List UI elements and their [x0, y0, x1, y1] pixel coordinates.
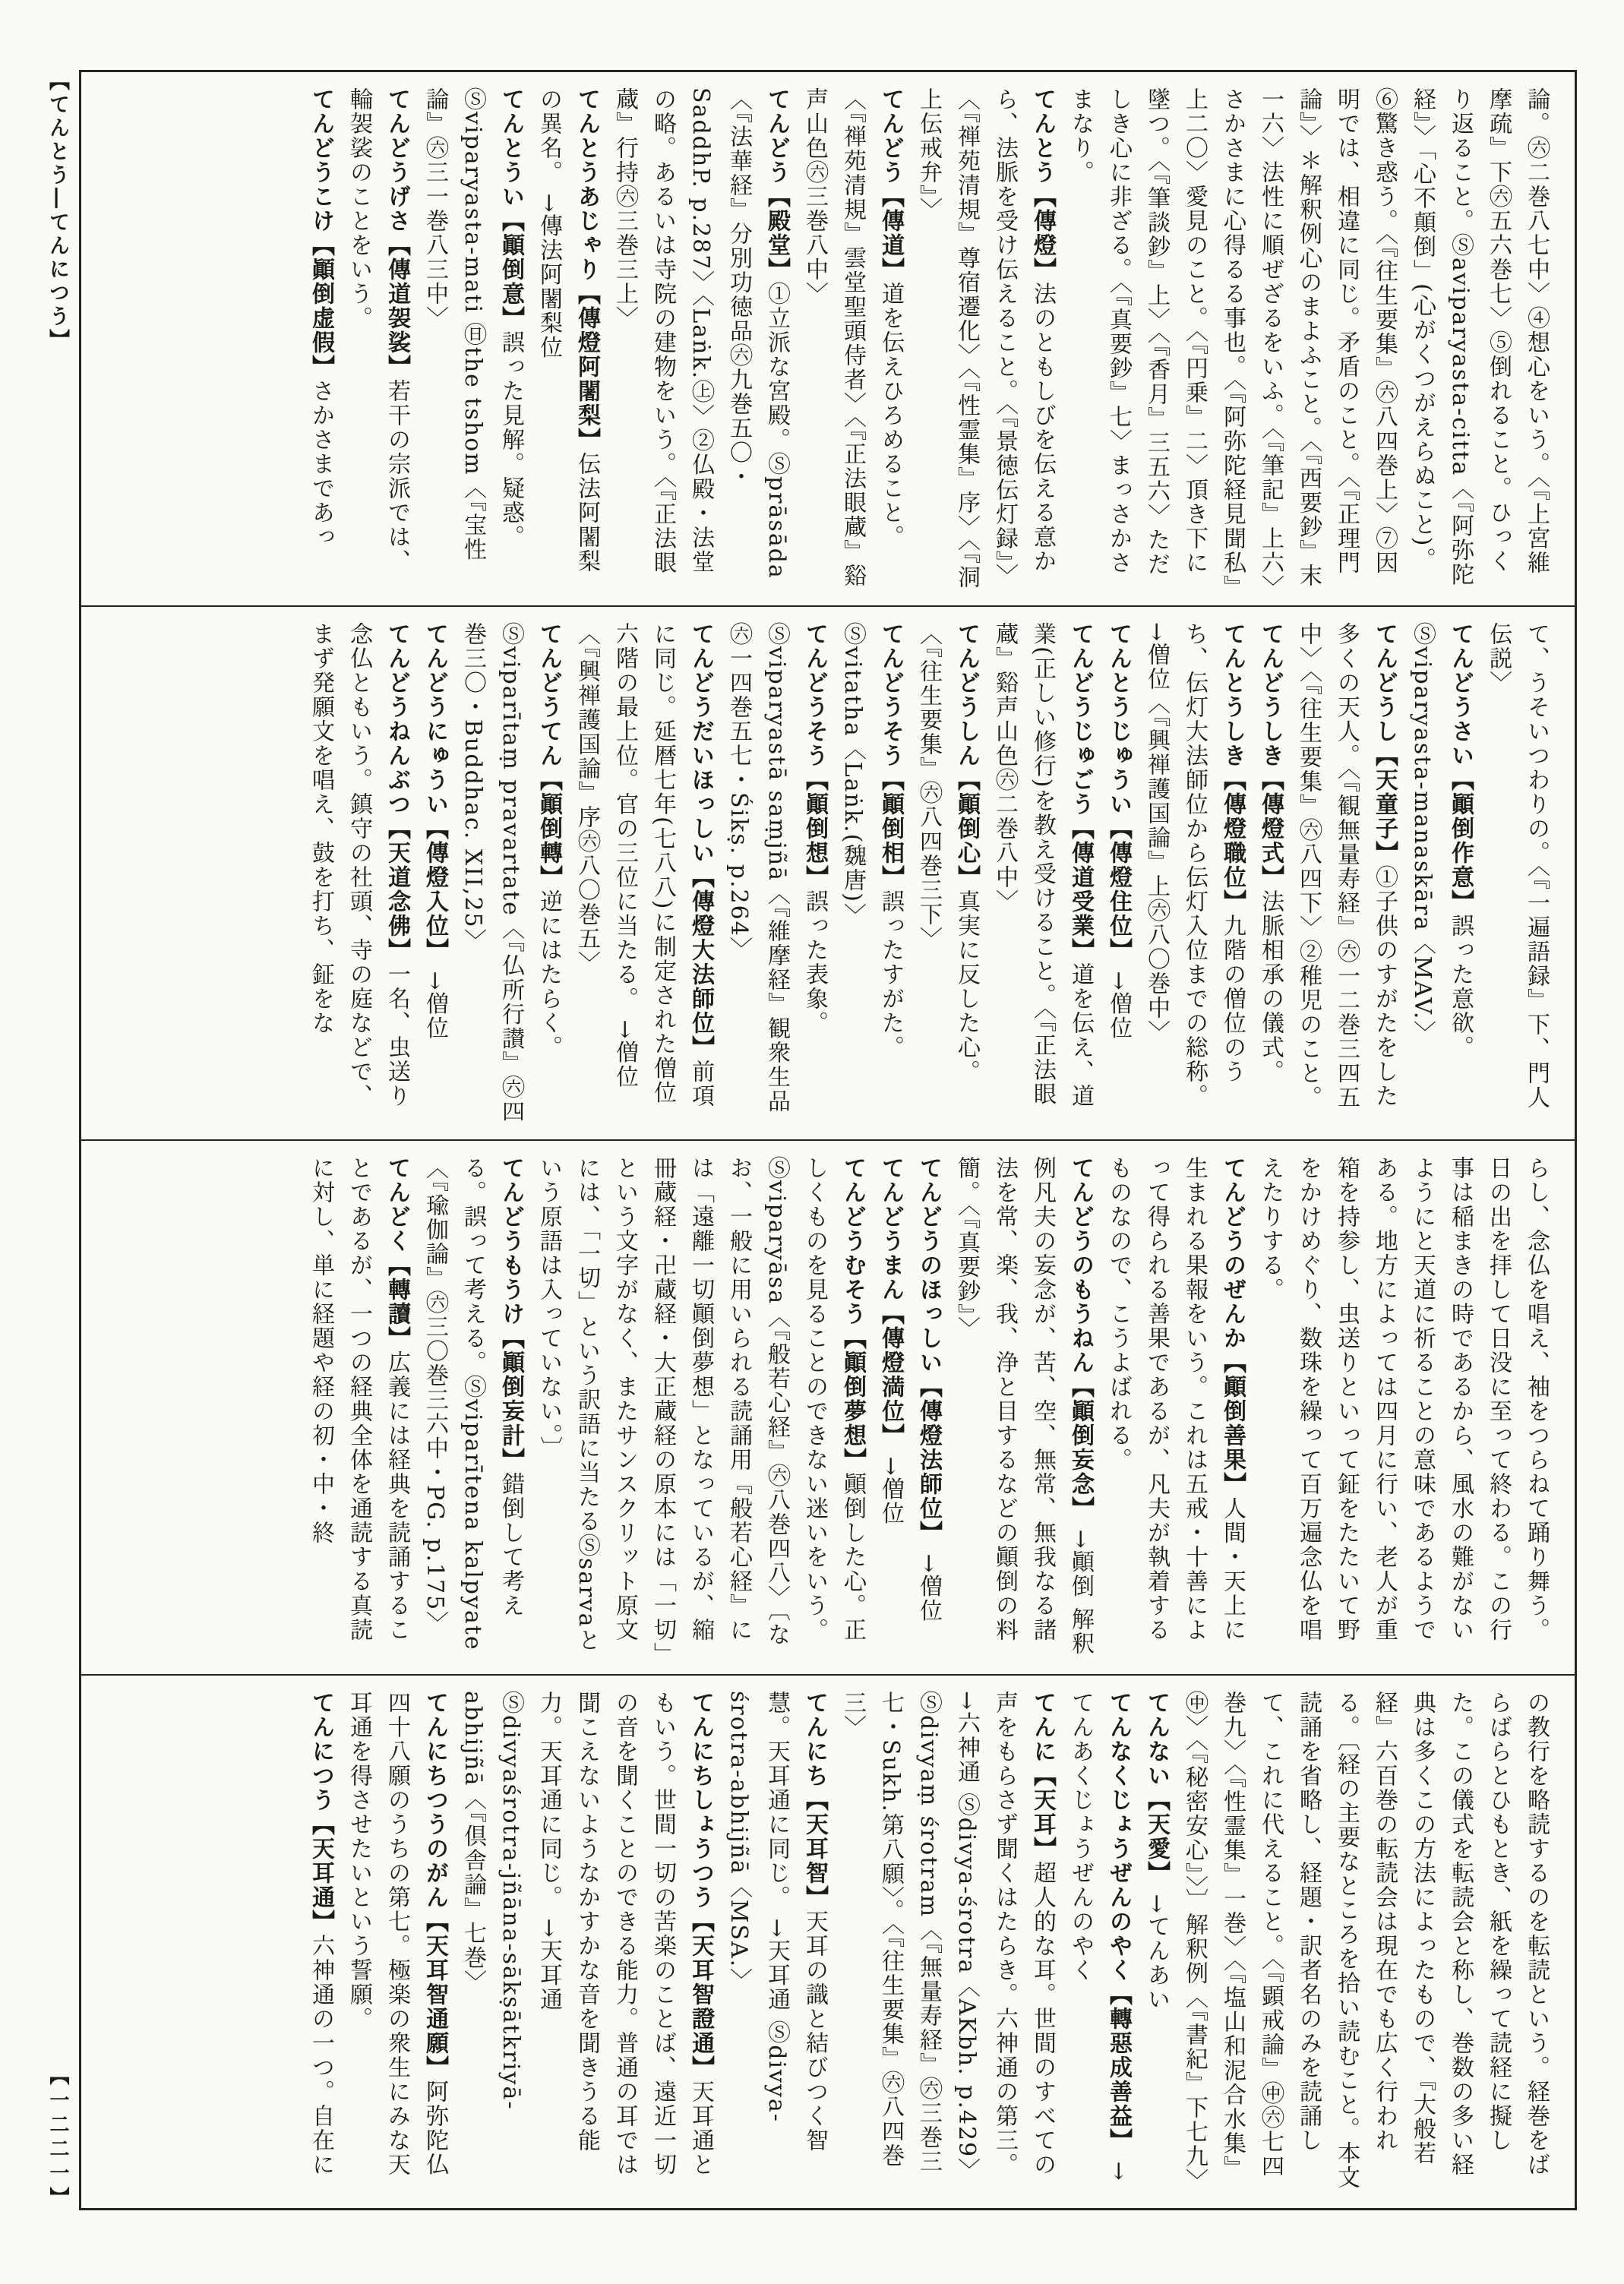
entry-body: 九階の僧位のうち、伝灯大法師位から伝灯入位までの総称。 →僧位〈『興禅護国論』上㊅八〇巻中〉: [1143, 621, 1246, 1108]
entry-headword: てんなくじょうぜんのやく【轉惡成善益】: [1105, 1690, 1132, 2153]
dict-entry: [1137, 622, 1251, 1125]
entry-headword: てんどうもうけ【顚倒妄計】: [498, 1156, 524, 1472]
dict-entry: [833, 1691, 1061, 2194]
dict-entry: [909, 87, 1061, 590]
dict-entry: [453, 1691, 719, 2194]
dict-entry: [1137, 1691, 1175, 2194]
dict-entry: [833, 622, 909, 1125]
dict-entry: [340, 1691, 453, 2194]
dict-entry: [302, 1691, 340, 2194]
entry-body: 誤ったすがた。Ⓢvitatha〈Laṅk.(魏唐)〉: [839, 621, 904, 1060]
entry-headword: てんどうねんぶつ【天道念佛】: [384, 621, 410, 962]
entry-body: →僧位: [915, 1545, 942, 1623]
entry-headword: てんどう【傳道】: [877, 87, 904, 282]
dict-entry: [1099, 1156, 1251, 1659]
dict-entry: [605, 87, 795, 590]
dict-entry: [302, 87, 340, 590]
dict-entry: [909, 622, 985, 1125]
dict-entry: [871, 1156, 909, 1659]
band-2: [81, 607, 1575, 1142]
entry-headword: てんどうこけ【顚倒虚假】: [308, 87, 334, 379]
entry-headword: てんにつう【天耳通】: [308, 1690, 334, 1934]
entry-headword: てんどうてん【顚倒轉】: [536, 621, 562, 889]
entry-body: →てんあくじょうぜんのやく: [1067, 1690, 1132, 2182]
entry-headword: てんどうじゅごう【傳道受業】: [1067, 621, 1094, 962]
content-area: [79, 70, 1577, 2210]
dict-entry: [302, 1156, 415, 1659]
entry-body: →僧位: [1105, 962, 1132, 1041]
entry-body: 誤った見解。疑惑。Ⓢviparyasta-mati ㊐the tshom〈『宝性論』㊅三一巻八三中〉: [422, 87, 524, 562]
entry-body: さかさまであっ: [308, 379, 334, 549]
entry-body: 顚倒した心。正しくものを見ることのできない迷いをいう。Ⓢviparyāsa〈『般若心経』㊅八巻四八〉〔なお、一般に用いられる読誦用『般若心経』には「遠離一切顚倒夢想」となっているが、縮冊蔵経・卍蔵経・大正蔵経の原本には「一切」という文字がなく、またサンスクリット原文には、「一切」という訳語に当たるⓈsarvaという原語は入っていない。〕: [536, 1156, 866, 1655]
dict-entry: [947, 1156, 1099, 1659]
entry-headword: てんどうげさ【傳道袈裟】: [384, 87, 410, 379]
dict-entry: [567, 622, 719, 1125]
entry-body: 若干の宗派では、輪袈裟のことをいう。: [346, 87, 410, 573]
entry-body: 誤った意欲。Ⓢviparyasta-manaskāra〈MAV.〉: [1409, 621, 1474, 1060]
running-head: 【てんとう―てんにつう】: [46, 70, 69, 352]
entry-body: 一名、虫送り念仏ともいう。鎮守の社頭、寺の庭などで、まず発願文を唱え、鼓を打ち、鉦をな: [308, 621, 410, 1108]
page-number: 【一二二一】: [46, 2065, 69, 2211]
dict-entry: [719, 622, 833, 1125]
entry-headword: てんにちしょうつう【天耳智證通】: [687, 1690, 714, 2080]
entry-body: 逆にはたらく。Ⓢviparītaṃ pravartate〈『仏所行讃』㊅四巻三〇・Buddhac. XII,25〉: [460, 621, 562, 1124]
entry-body: 超人的な耳。世間のすべての声をもらさず聞くはたらき。六神通の第三。 →六神通 Ⓢdivya-śrotra〈AKbh. p.429〉Ⓢdivyaṃ śrotram〈『無量寿経』㊅三巻三七・Sukh.第八願〉。〈『往生要集』㊅八四巻三〉: [839, 1690, 1056, 2182]
entry-body: 法脈相承の儀式。: [1257, 889, 1284, 1084]
entry-body: 人間・天上に生まれる果報をいう。これは五戒・十善によって得られる善果であるが、凡夫が執着するものなので、こうよばれる。: [1105, 1156, 1246, 1642]
dict-entry: [795, 87, 909, 590]
dict-entry: [985, 622, 1099, 1125]
entry-headword: てんどうのほっしい【傳燈法師位】: [915, 1156, 942, 1545]
entry-body: 道を伝えひろめること。〈『禅苑清規』雲堂聖頭侍者〉〈『正法眼蔵』谿声山色㊅三巻八中〉: [801, 87, 904, 588]
entry-body: 真実に反した心。〈『往生要集』㊅八四巻三下〉: [915, 621, 980, 1084]
dict-entry: [1479, 622, 1555, 1125]
dict-entry: [1403, 622, 1479, 1125]
entry-body: らし、念仏を唱え、袖をつらねて踊り舞う。日の出を拝して日没に至って終わる。この行事は稲まきの時であるから、風水の難がないようにと天道に祈ることの意味であるようである。地方によっては四月に行い、老人が重箱を持参し、虫送りといって鉦をたたいて野をかけめぐり、数珠を繰って百万遍念仏を唱えたりする。: [1257, 1156, 1550, 1642]
entry-body: 六神通の一つ。自在に: [308, 1933, 334, 2177]
entry-headword: てんどう【殿堂】: [763, 87, 790, 282]
entry-body: →顚倒 解釈例凡夫の妄念が、苦、空、無常、無我なる諸法を常、楽、我、浄と目するなどの顚倒の料簡。〈『真要鈔』〉: [953, 1156, 1094, 1657]
entry-headword: てんに【天耳】: [1029, 1690, 1056, 1861]
entry-body: 天耳通ともいう。世間一切の苦楽のことば、遠近一切の音を聞くことのできる能力。普通の耳では聞こえないようなかすかな音を聞きうる能力。天耳通に同じ。 →天耳通 Ⓢdivyaśrotra-jñāna-sākṣātkriyā-abhijñā〈『倶舎論』七巻〉: [460, 1690, 714, 2177]
band-3: [81, 1141, 1575, 1676]
dict-entry: [415, 622, 453, 1125]
dict-entry: [719, 1691, 833, 2194]
entry-body: て、うそいつわりの。〈『一遍語録』下、門人伝説〉: [1485, 621, 1550, 1110]
band-4: [81, 1676, 1575, 2209]
entry-body: 誤った表象。Ⓢviparyastā saṃjñā〈『維摩経』観衆生品㊅一四巻五七・Śikṣ. p.264〉: [725, 621, 828, 1114]
entry-headword: てんにち【天耳智】: [801, 1690, 828, 1910]
entry-body: 論。㊅二巻八七中〉④想心をいう。〈『上宮維摩疏』下㊅五六巻七〉⑤倒れること。ひっくり返ること。Ⓢaviparyasta-citta〈『阿弥陀経』〉「心不顛倒」(心がくつがえらぬこと)。⑥驚き惑う。〈『往生要集』㊅八四巻上〉⑦因明では、相違に同じ。矛盾のこと。〈『正理門論』〉＊解釈例心のまよふこと。〈『西要鈔』末一六〉法性に順ぜざるをいふ。〈『筆記』上六〉さかさまに心得るる事也。〈『阿弥陀経見聞私』上二〇〉愛見のこと。〈『円乗』二〉頂き下に墜つ。〈『筆談鈔』上〉〈『香月』三五六〉ただしき心に非ざる。〈『真要鈔』七〉まっさかさまなり。: [1067, 87, 1550, 588]
entry-headword: てんどうそう【顚倒相】: [877, 621, 904, 889]
entry-body: →僧位: [877, 1448, 904, 1526]
dict-entry: [1251, 622, 1289, 1125]
entry-body: 法のともしびを伝える意から、法脈を受け伝えること。〈『景徳伝灯録』〉〈『禅苑清規』尊宿遷化〉〈『性霊集』序〉〈『洞上伝戒弁』〉: [915, 87, 1056, 589]
dict-entry: [302, 622, 415, 1125]
entry-body: 錯倒して考える。誤って考える。Ⓢviparītena kalpyate〈『瑜伽論』㊅三〇巻三六中・PG. p.175〉: [422, 1156, 524, 1651]
dict-entry: [1175, 1691, 1555, 2194]
entry-headword: てんない【天愛】: [1143, 1690, 1170, 1885]
entry-headword: てんどうし【天童子】: [1371, 621, 1398, 865]
entry-body: 前項に同じ。延暦七年(七八八)に制定された僧位六階の最上位。官の三位に当たる。 →僧位〈『興禅護国論』序㊅八〇巻五〉: [573, 621, 714, 1108]
band-1: [81, 72, 1575, 607]
entry-headword: てんどく【轉讀】: [384, 1156, 410, 1350]
dict-entry: [1251, 1156, 1555, 1659]
dict-entry: [415, 1156, 529, 1659]
entry-headword: てんどうのもうねん【顚倒妄念】: [1067, 1156, 1094, 1521]
dict-entry: [453, 622, 567, 1125]
entry-body: 道を伝え、道業(正しい修行)を教え受けること。〈『正法眼蔵』谿声山色㊅二巻八中〉: [991, 621, 1094, 1108]
dict-entry: [529, 87, 605, 590]
entry-headword: てんどうさい【顚倒作意】: [1447, 621, 1474, 914]
entry-body: 阿弥陀仏四十八願のうちの第七。極楽の衆生にみな天耳通を得させたいという誓願。: [346, 1690, 448, 2177]
dict-entry: [415, 87, 529, 590]
dict-entry: [1061, 87, 1555, 590]
entry-headword: てんとうしき【傳燈職位】: [1219, 621, 1246, 914]
entry-body: ①子供のすがたをした多くの天人。〈『観無量寿経』㊅一二巻三四五中〉〈『往生要集』㊅八四下〉②稚児のこと。: [1295, 621, 1398, 1110]
entry-headword: てんどうまん【傳燈満位】: [877, 1156, 904, 1448]
entry-headword: てんどうにゅうい【傳燈入位】: [422, 621, 448, 962]
entry-headword: てんとうあじゃり【傳燈阿闍梨】: [573, 87, 600, 452]
entry-headword: てんとう【傳燈】: [1029, 87, 1056, 282]
entry-headword: てんどうしん【顚倒心】: [953, 621, 980, 889]
entry-headword: てんどうだいほっしい【傳燈大法師位】: [687, 621, 714, 1060]
dict-entry: [1289, 622, 1403, 1125]
entry-body: の教行を略読するのを転読という。経巻をばらばらとひもとき、紙を繰って読経に擬した。この儀式を転読会と称し、巻数の多い経典は多くこの方法によったもので、『大般若経』六百巻の転読会は現在でも広く行われる。〔経の主要なところを拾い読むこと。本文読誦を省略し、経題・訳者名のみを読誦して、これに代えること。〈『顕戒論』㊥㊅七四巻九〉〈『性霊集』一巻〉〈『塩山和泥合水集』㊥〉〈『秘密安心』〉〕解釈例〈『書紀』下七九〉: [1181, 1690, 1550, 2193]
dict-entry: [1099, 622, 1137, 1125]
dict-entry: [909, 1156, 947, 1659]
dict-entry: [529, 1156, 871, 1659]
entry-body: →僧位: [422, 962, 448, 1041]
entry-headword: てんどうそう【顚倒想】: [801, 621, 828, 889]
entry-body: 伝法阿闍梨の異名。 →傳法阿闍梨位: [536, 87, 600, 573]
entry-headword: てんどうのぜんか【顚倒善果】: [1219, 1156, 1246, 1496]
entry-headword: てんどうしき【傳燈式】: [1257, 621, 1284, 889]
entry-headword: てんとうじゅうい【傳燈住位】: [1105, 621, 1132, 962]
entry-body: ①立派な宮殿。Ⓢprāsāda〈『法華経』分別功徳品㊅九巻五〇・SaddhP. p.287〉〈Laṅk.㊤〉②仏殿・法堂の略。あるいは寺院の建物をいう。〈『正法眼蔵』行持㊅三巻三上〉: [611, 87, 790, 580]
entry-headword: てんどうむそう【顚倒夢想】: [839, 1156, 866, 1472]
dict-entry: [1061, 1691, 1137, 2194]
dict-entry: [340, 87, 415, 590]
entry-headword: てんとうい【顚倒意】: [498, 87, 524, 330]
entry-body: 広義には経典を読誦することであるが、一つの経典全体を通読する真読に対し、単に経題や経の初・中・終: [308, 1156, 410, 1642]
entry-body: 天耳の識と結びつく智慧。天耳通に同じ。 →天耳通 Ⓢdivya-śrotra-abhijñā〈MSA.〉: [725, 1690, 828, 2153]
entry-body: →てんあい: [1143, 1884, 1170, 2012]
entry-headword: てんにちつうのがん【天耳智通願】: [422, 1690, 448, 2080]
